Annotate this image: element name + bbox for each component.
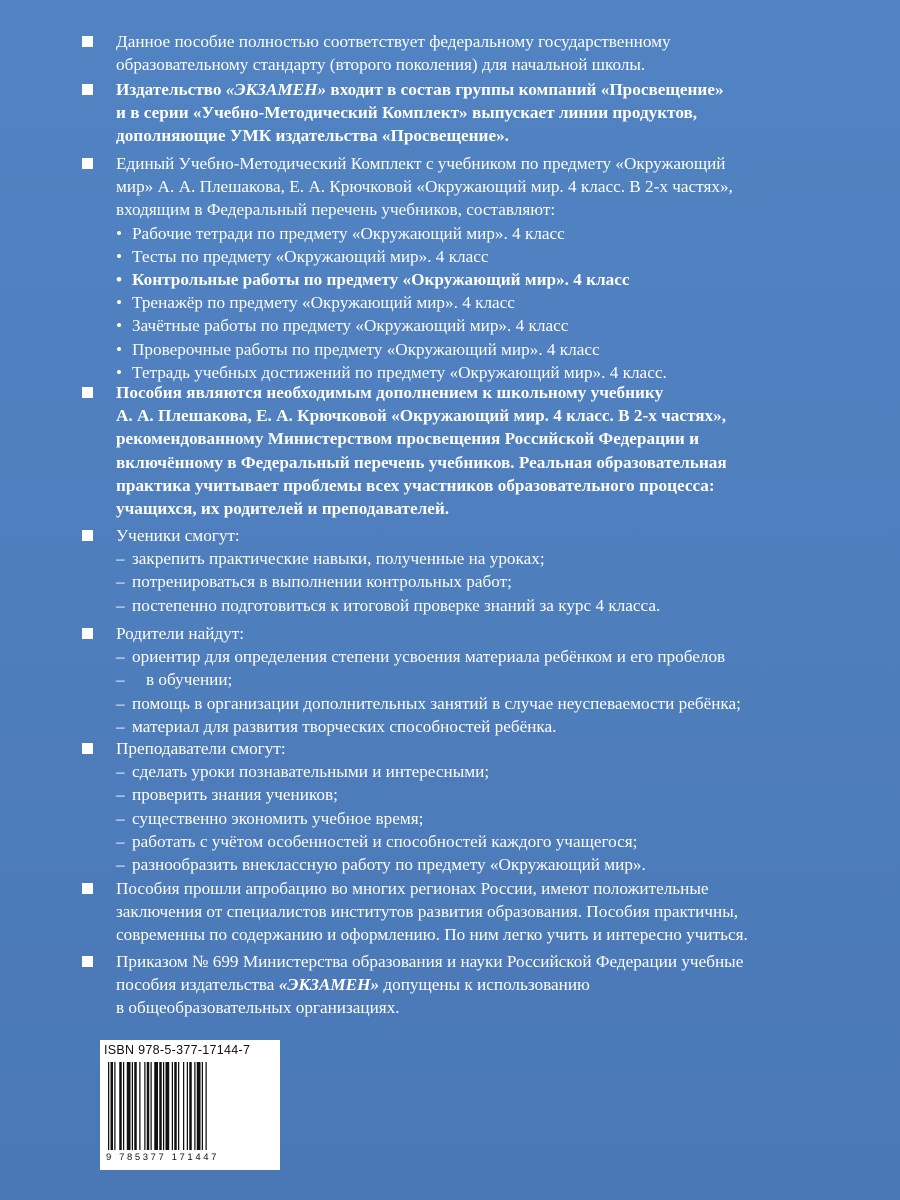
barcode-bar: [189, 1062, 192, 1150]
teachers-list: [116, 760, 882, 876]
list-item-continuation: [116, 668, 882, 691]
text-line: включённому в Федеральный перечень учебников. Реальная образовательная: [116, 452, 727, 472]
text-line: [116, 973, 882, 996]
text-fragment: допущены к использованию: [379, 975, 590, 995]
isbn-barcode: [100, 1040, 280, 1170]
list-item: • Тренажёр по предмету «Окружающий мир». 4 класс: [116, 291, 882, 314]
text-fragment: Издательство: [116, 80, 226, 99]
section-students: [82, 524, 882, 617]
publisher-brand: «ЭКЗАМЕН»: [225, 80, 327, 99]
text-line: дополняющие УМК издательства «Просвещение».: [116, 126, 509, 146]
square-bullet-icon: [82, 158, 93, 169]
publisher-brand: «ЭКЗАМЕН»: [278, 975, 380, 995]
barcode-bar: [178, 1062, 179, 1150]
list-item: • Рабочие тетради по предмету «Окружающий мир». 4 класс: [116, 222, 882, 245]
list-item: – потренироваться в выполнении контрольных работ;: [116, 570, 882, 593]
text-line: рекомендованному Министерством просвещения Российской Федерации и: [116, 429, 699, 449]
barcode-bar: [144, 1062, 145, 1150]
barcode-bar: [202, 1062, 203, 1150]
barcode-bar: [187, 1062, 188, 1150]
barcode-bars-icon: [106, 1062, 274, 1152]
list-item: – помощь в организации дополнительных занятий в случае неуспеваемости ребёнка;: [116, 692, 882, 715]
square-bullet-icon: [82, 387, 93, 398]
list-item: • Тесты по предмету «Окружающий мир». 4 класс: [116, 245, 882, 268]
list-item: – проверить знания учеников;: [116, 783, 882, 806]
barcode-bar: [154, 1062, 158, 1150]
barcode-digits: 9 785377 171447: [106, 1152, 219, 1163]
list-item: – закрепить практические навыки, полученные на уроках;: [116, 547, 882, 570]
text-line: Данное пособие полностью соответствует федеральному государственному: [116, 32, 671, 51]
square-bullet-icon: [82, 36, 93, 47]
section-order: [82, 950, 882, 1020]
continuation-text: в обучении;: [146, 670, 233, 690]
barcode-bar: [166, 1062, 170, 1150]
square-bullet-icon: [82, 883, 93, 894]
text-line: [116, 78, 882, 101]
text-line: входящим в Федеральный перечень учебников, составляют:: [116, 200, 556, 220]
list-item: • Проверочные работы по предмету «Окружающий мир». 4 класс: [116, 338, 882, 361]
barcode-bar: [206, 1062, 207, 1150]
text-line: заключения от специалистов институтов развития образования. Пособия практичны,: [116, 902, 739, 922]
parents-list: [116, 645, 882, 738]
text-line: А. А. Плешакова, Е. А. Крючковой «Окружающий мир. 4 класс. В 2-х частях»,: [116, 406, 727, 426]
list-item-highlighted: • Контрольные работы по предмету «Окружающий мир». 4 класс: [116, 268, 882, 291]
text-line: в общеобразовательных организациях.: [116, 998, 400, 1018]
barcode-bar: [111, 1062, 114, 1150]
barcode-bar: [147, 1062, 150, 1150]
barcode-bar: [108, 1062, 109, 1150]
list-item: – существенно экономить учебное время;: [116, 807, 882, 830]
section-supplement: [82, 381, 882, 520]
barcode-bar: [163, 1062, 164, 1150]
text-line: Приказом № 699 Министерства образования и науки Российской Федерации учебные: [116, 952, 744, 971]
list-item: – материал для развития творческих способностей ребёнка.: [116, 715, 882, 738]
text-line: мир» А. А. Плешакова, Е. А. Крючковой «Окружающий мир. 4 класс. В 2-х частях»,: [116, 177, 733, 197]
text-line: Пособия прошли апробацию во многих регионах России, имеют положительные: [116, 879, 709, 898]
barcode-bar: [197, 1062, 201, 1150]
list-item: – ориентир для определения степени усвоения материала ребёнком и его пробелов: [116, 645, 882, 668]
text-line: и в серии «Учебно-Методический Комплект» выпускает линии продуктов,: [116, 103, 698, 123]
barcode-bar: [194, 1062, 195, 1150]
list-item: • Тетрадь учебных достижений по предмету «Окружающий мир». 4 класс.: [116, 361, 882, 384]
section-umk: [82, 152, 882, 384]
barcode-bar: [139, 1062, 140, 1150]
section-approbation: [82, 877, 882, 947]
isbn-label: ISBN 978-5-377-17144-7: [104, 1043, 251, 1057]
text-line: практика учитывает проблемы всех участников образовательного процесса:: [116, 475, 715, 495]
section-teachers: [82, 737, 882, 876]
square-bullet-icon: [82, 628, 93, 639]
section-heading: Преподаватели смогут:: [116, 739, 286, 758]
list-item: – разнообразить внеклассную работу по предмету «Окружающий мир».: [116, 853, 882, 876]
barcode-bar: [119, 1062, 122, 1150]
barcode-bar: [172, 1062, 173, 1150]
list-item: • Зачётные работы по предмету «Окружающий мир». 4 класс: [116, 314, 882, 337]
text-line: образовательному стандарту (второго поколения) для начальной школы.: [116, 55, 646, 75]
square-bullet-icon: [82, 530, 93, 541]
square-bullet-icon: [82, 743, 93, 754]
barcode-bar: [174, 1062, 177, 1150]
barcode-bar: [123, 1062, 124, 1150]
section-heading: Родители найдут:: [116, 624, 245, 643]
text-line: учащихся, их родителей и преподавателей.: [116, 499, 450, 519]
list-item: – работать с учётом особенностей и способностей каждого учащегося;: [116, 830, 882, 853]
text-fragment: входит в состав группы компаний «Просвещение»: [326, 80, 724, 99]
umk-list: [116, 222, 882, 384]
barcode-bar: [132, 1062, 133, 1150]
section-fgos: [82, 30, 882, 76]
barcode-bar: [159, 1062, 162, 1150]
barcode-bar: [151, 1062, 152, 1150]
square-bullet-icon: [82, 956, 93, 967]
barcode-bar: [127, 1062, 131, 1150]
section-parents: [82, 622, 882, 738]
text-line: Пособия являются необходимым дополнением к школьному учебнику: [116, 383, 664, 402]
square-bullet-icon: [82, 84, 93, 95]
students-list: [116, 547, 882, 617]
text-line: Единый Учебно-Методический Комплект с учебником по предмету «Окружающий: [116, 154, 726, 173]
list-item: – постепенно подготовиться к итоговой проверке знаний за курс 4 класса.: [116, 594, 882, 617]
barcode-bar: [183, 1062, 184, 1150]
text-line: современны по содержанию и оформлению. По ним легко учить и интересно учиться.: [116, 925, 748, 945]
list-item: – сделать уроки познавательными и интересными;: [116, 760, 882, 783]
barcode-bar: [134, 1062, 137, 1150]
section-publisher: [82, 78, 882, 148]
text-fragment: пособия издательства: [116, 975, 279, 995]
barcode-bar: [114, 1062, 115, 1150]
section-heading: Ученики смогут:: [116, 526, 240, 545]
